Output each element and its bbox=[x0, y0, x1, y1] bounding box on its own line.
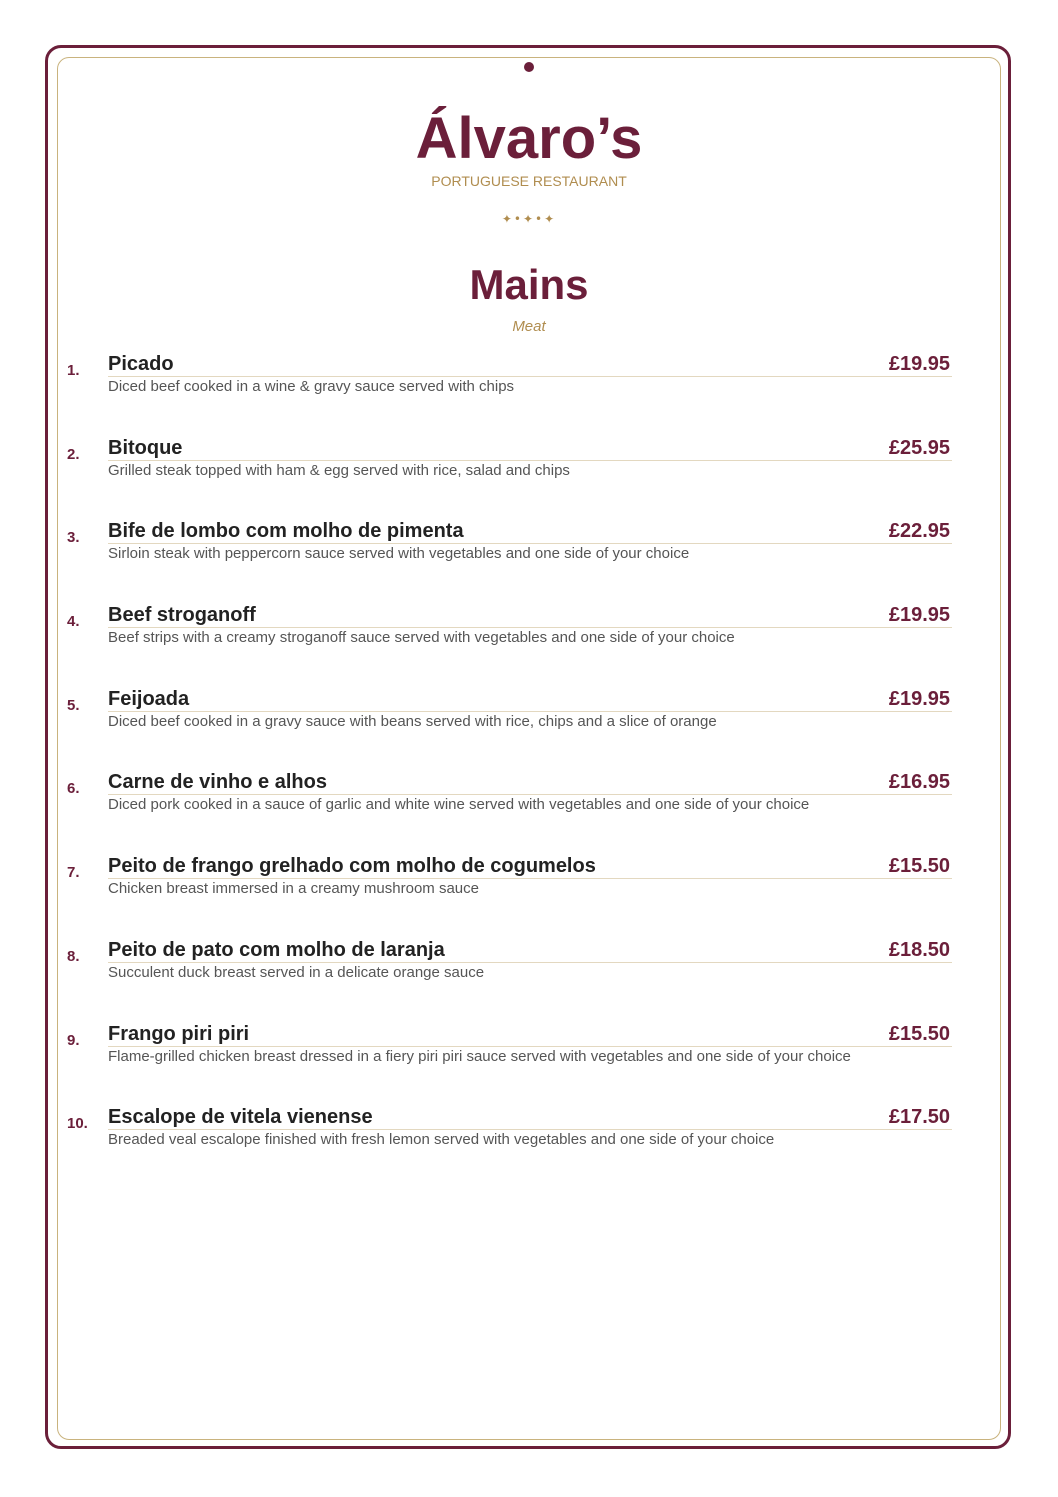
item-price: £25.95 bbox=[888, 436, 950, 459]
item-header bbox=[108, 351, 952, 377]
divider-ornament: ✦•✦•✦ bbox=[501, 212, 557, 226]
item-header bbox=[108, 435, 952, 461]
item-number: 5. bbox=[67, 696, 80, 714]
item-number: 3. bbox=[67, 529, 80, 547]
item-description: Succulent duck breast served in a delicate orange sauce bbox=[108, 963, 485, 981]
item-description: Diced pork cooked in a sauce of garlic and white wine served with vegetables and one side of your choice bbox=[108, 796, 810, 814]
item-name: Escalope de vitela vienense bbox=[108, 1106, 373, 1129]
item-name: Feijoada bbox=[108, 687, 190, 710]
item-price: £16.95 bbox=[888, 771, 950, 794]
item-name: Bife de lombo com molho de pimenta bbox=[108, 520, 464, 543]
menu-item bbox=[67, 1104, 952, 1188]
item-name: Frango piri piri bbox=[108, 1022, 250, 1045]
item-header bbox=[108, 1021, 952, 1047]
item-description: Grilled steak topped with ham & egg served with rice, salad and chips bbox=[108, 461, 570, 479]
item-number: 9. bbox=[67, 1031, 80, 1049]
menu-item bbox=[67, 769, 952, 853]
item-price: £19.95 bbox=[888, 353, 950, 375]
item-price: £15.50 bbox=[888, 855, 950, 878]
item-description: Sirloin steak with peppercorn sauce served with vegetables and one side of your choice bbox=[108, 545, 690, 563]
item-price: £15.50 bbox=[888, 1022, 950, 1045]
item-header bbox=[108, 769, 952, 795]
item-price: £18.50 bbox=[888, 938, 950, 961]
section-title: Mains bbox=[469, 261, 589, 308]
item-name: Peito de pato com molho de laranja bbox=[108, 938, 445, 961]
menu-item bbox=[67, 686, 952, 770]
item-number: 10. bbox=[67, 1115, 88, 1133]
item-description: Diced beef cooked in a wine & gravy sauce served with chips bbox=[108, 378, 515, 395]
item-number: 8. bbox=[67, 947, 80, 965]
item-number: 2. bbox=[67, 445, 80, 463]
item-price: £19.95 bbox=[888, 687, 950, 710]
menu-list bbox=[67, 351, 952, 1188]
item-name: Beef stroganoff bbox=[108, 604, 256, 627]
item-price: £22.95 bbox=[888, 520, 950, 543]
menu-item bbox=[67, 435, 952, 519]
menu-item bbox=[67, 937, 952, 1021]
item-header bbox=[108, 518, 952, 544]
menu-item bbox=[67, 602, 952, 686]
item-description: Diced beef cooked in a gravy sauce with beans served with rice, chips and a slice of orange bbox=[108, 712, 717, 730]
top-dot-ornament bbox=[524, 62, 534, 72]
menu-item bbox=[67, 351, 952, 435]
item-number: 6. bbox=[67, 780, 80, 798]
menu-item bbox=[67, 1021, 952, 1105]
item-header bbox=[108, 853, 952, 879]
item-price: £17.50 bbox=[888, 1106, 950, 1129]
item-number: 1. bbox=[67, 362, 80, 379]
item-header bbox=[108, 1104, 952, 1130]
item-name: Picado bbox=[108, 353, 174, 375]
item-description: Breaded veal escalope finished with fresh lemon served with vegetables and one side of your choice bbox=[108, 1131, 775, 1149]
item-description: Beef strips with a creamy stroganoff sauce served with vegetables and one side of your choice bbox=[108, 629, 735, 647]
item-name: Peito de frango grelhado com molho de cogumelos bbox=[108, 855, 596, 878]
item-header bbox=[108, 937, 952, 963]
item-description: Flame-grilled chicken breast dressed in a fiery piri piri sauce served with vegetables and one side of your choice bbox=[108, 1047, 851, 1065]
item-name: Bitoque bbox=[108, 436, 183, 459]
restaurant-tagline: PORTUGUESE RESTAURANT bbox=[431, 173, 627, 189]
menu-item bbox=[67, 853, 952, 937]
menu-item bbox=[67, 518, 952, 602]
item-price: £19.95 bbox=[888, 604, 950, 627]
item-number: 4. bbox=[67, 613, 80, 631]
item-description: Chicken breast immersed in a creamy mushroom sauce bbox=[108, 880, 479, 898]
item-header bbox=[108, 686, 952, 712]
section-subtitle: Meat bbox=[512, 318, 546, 335]
item-number: 7. bbox=[67, 864, 80, 882]
item-name: Carne de vinho e alhos bbox=[108, 771, 327, 794]
item-header bbox=[108, 602, 952, 628]
restaurant-name: Álvaro’s bbox=[415, 106, 643, 171]
